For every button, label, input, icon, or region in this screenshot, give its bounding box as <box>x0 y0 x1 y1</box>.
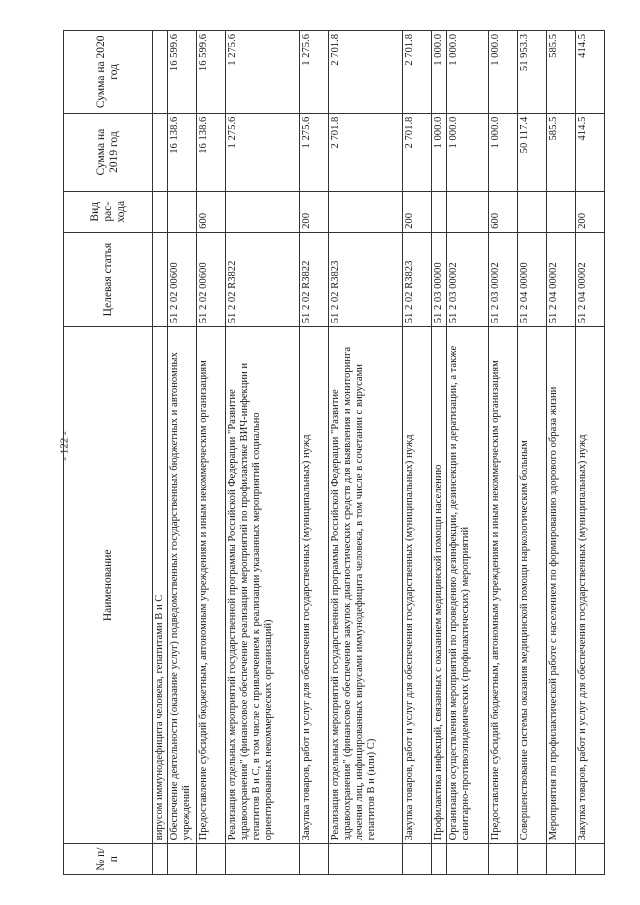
cell-np <box>547 844 576 875</box>
cell-2020: 1 275.6 <box>300 31 329 114</box>
cell-name: Реализация отдельных мероприятий государственной программы Российской Федерации "Развитие здравоохранения" (финансовое обеспечение закупок диагностических средств для выявления и мониторинга лечения лиц, инфицированных вирусами иммунодефицита человека, в том числе в сочетании с вирусами гепатитов В и (или) С) <box>329 327 403 844</box>
cell-vr: 200 <box>576 191 605 232</box>
table-row <box>300 31 329 875</box>
cell-vr <box>518 191 547 232</box>
cell-name: Закупка товаров, работ и услуг для обеспечения государственных (муниципальных) нужд <box>403 327 432 844</box>
table-row <box>153 31 168 875</box>
cell-2020: 1 000.0 <box>432 31 447 114</box>
cell-vr: 600 <box>489 191 518 232</box>
cell-np <box>403 844 432 875</box>
cell-np <box>226 844 300 875</box>
cell-vr <box>447 191 489 232</box>
cell-2020: 1 275.6 <box>226 31 300 114</box>
cell-code: 51 2 03 00002 <box>447 232 489 326</box>
page-number: - 122 - <box>58 431 71 461</box>
cell-name: Организация осуществления мероприятий по проведению дезинфекции, дезинсекции и дератизации, а также санитарно-противоэпидемических (профилактических) мероприятий <box>447 327 489 844</box>
cell-2020 <box>153 31 168 114</box>
cell-2019: 1 275.6 <box>226 113 300 191</box>
cell-np <box>300 844 329 875</box>
cell-code: 51 2 02 R3823 <box>403 232 432 326</box>
cell-name: Предоставление субсидий бюджетным, автономным учреждениям и иным некоммерческим организациям <box>489 327 518 844</box>
budget-table <box>63 30 605 875</box>
header-name: Наименование <box>64 327 153 844</box>
cell-vr <box>168 191 197 232</box>
cell-2019: 1 000.0 <box>432 113 447 191</box>
cell-2019: 50 117.4 <box>518 113 547 191</box>
cell-name: вирусом иммунодефицита человека, гепатитами В и С <box>153 327 168 844</box>
cell-np <box>489 844 518 875</box>
cell-name: Мероприятия по профилактической работе с населением по формированию здорового образа жизни <box>547 327 576 844</box>
cell-code: 51 2 03 00002 <box>489 232 518 326</box>
cell-2019: 2 701.8 <box>329 113 403 191</box>
cell-code: 51 2 04 00002 <box>576 232 605 326</box>
cell-np <box>576 844 605 875</box>
cell-vr: 200 <box>403 191 432 232</box>
cell-code: 51 2 02 R3822 <box>226 232 300 326</box>
table-row <box>547 31 576 875</box>
table-row <box>489 31 518 875</box>
cell-code: 51 2 03 00000 <box>432 232 447 326</box>
cell-2020: 16 599.6 <box>197 31 226 114</box>
cell-vr <box>432 191 447 232</box>
cell-name: Реализация отдельных мероприятий государственной программы Российской Федерации "Развитие здравоохранения" (финансовое обеспечение реализации мероприятий по профилактике ВИЧ-инфекции и гепатитов В и С, в том числе с привлечением к реализации указанных мероприятий социально ориентированных некоммерческих организаций) <box>226 327 300 844</box>
cell-2020: 16 599.6 <box>168 31 197 114</box>
cell-2019: 1 000.0 <box>447 113 489 191</box>
table-row <box>168 31 197 875</box>
cell-2020: 1 000.0 <box>489 31 518 114</box>
cell-name: Закупка товаров, работ и услуг для обеспечения государственных (муниципальных) нужд <box>300 327 329 844</box>
cell-np <box>518 844 547 875</box>
cell-vr: 200 <box>300 191 329 232</box>
cell-2019: 16 138.6 <box>197 113 226 191</box>
cell-vr <box>226 191 300 232</box>
cell-2020: 2 701.8 <box>403 31 432 114</box>
cell-2020: 414.5 <box>576 31 605 114</box>
cell-vr <box>329 191 403 232</box>
table-row <box>518 31 547 875</box>
header-2019: Сумма на 2019 год <box>64 113 153 191</box>
cell-2019: 2 701.8 <box>403 113 432 191</box>
cell-code: 51 2 02 00600 <box>168 232 197 326</box>
cell-code <box>153 232 168 326</box>
cell-code: 51 2 04 00002 <box>547 232 576 326</box>
cell-2019: 16 138.6 <box>168 113 197 191</box>
cell-np <box>329 844 403 875</box>
header-row <box>64 31 153 875</box>
cell-vr: 600 <box>197 191 226 232</box>
table-row <box>447 31 489 875</box>
table-row <box>403 31 432 875</box>
header-np: № п/п <box>64 844 153 875</box>
cell-np <box>168 844 197 875</box>
header-vr: Вид рас- хода <box>64 191 153 232</box>
cell-name: Закупка товаров, работ и услуг для обеспечения государственных (муниципальных) нужд <box>576 327 605 844</box>
header-2020: Сумма на 2020 год <box>64 31 153 114</box>
cell-vr <box>547 191 576 232</box>
table-row <box>576 31 605 875</box>
cell-name: Совершенствование системы оказания медицинской помощи наркологическим больным <box>518 327 547 844</box>
table-row <box>329 31 403 875</box>
cell-code: 51 2 02 00600 <box>197 232 226 326</box>
cell-2019: 1 275.6 <box>300 113 329 191</box>
cell-code: 51 2 02 R3823 <box>329 232 403 326</box>
cell-name: Предоставление субсидий бюджетным, автономным учреждениям и иным некоммерческим организациям <box>197 327 226 844</box>
header-code: Целевая статья <box>64 232 153 326</box>
cell-name: Профилактика инфекций, связанных с оказанием медицинской помощи населению <box>432 327 447 844</box>
cell-np <box>432 844 447 875</box>
table-row <box>226 31 300 875</box>
cell-2019 <box>153 113 168 191</box>
cell-2020: 585.5 <box>547 31 576 114</box>
cell-2020: 1 000.0 <box>447 31 489 114</box>
table-row <box>197 31 226 875</box>
table-body <box>153 31 605 875</box>
cell-2019: 1 000.0 <box>489 113 518 191</box>
cell-code: 51 2 04 00000 <box>518 232 547 326</box>
table-row <box>432 31 447 875</box>
cell-np <box>153 844 168 875</box>
cell-vr <box>153 191 168 232</box>
cell-np <box>197 844 226 875</box>
cell-2020: 51 953.3 <box>518 31 547 114</box>
cell-2019: 414.5 <box>576 113 605 191</box>
cell-code: 51 2 02 R3822 <box>300 232 329 326</box>
cell-2020: 2 701.8 <box>329 31 403 114</box>
rotated-page <box>63 30 588 875</box>
cell-np <box>447 844 489 875</box>
cell-name: Обеспечение деятельности (оказание услуг) подведомственных государственных бюджетных и автономных учреждений <box>168 327 197 844</box>
cell-2019: 585.5 <box>547 113 576 191</box>
